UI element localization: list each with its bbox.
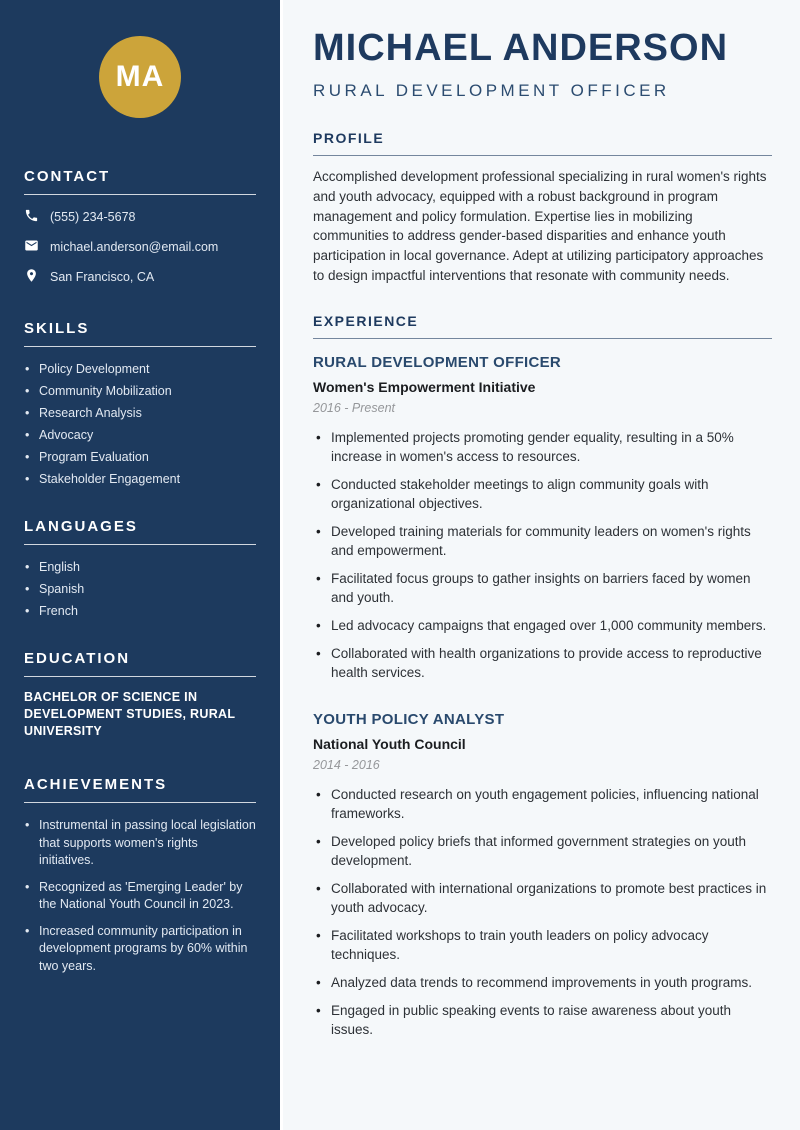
skill-item: • Community Mobilization — [24, 380, 256, 402]
location-icon — [24, 268, 39, 287]
phone-icon — [24, 208, 39, 227]
job-bullet: • Developed training materials for community leaders on women's rights and empowerment. — [313, 522, 772, 560]
languages-heading: LANGUAGES — [24, 518, 138, 535]
contact-divider — [24, 194, 256, 195]
experience-section — [313, 313, 772, 1039]
profile-text: Accomplished development professional specializing in rural women's rights and youth advocacy, equipped with a robust background in program management and policy formulation. Expertise lies in mobilizing communities to address gender-based disparities and enhance youth participation in local governance. Adept at utilizing participatory approaches to design impactful interventions that resonate with community needs. — [313, 169, 767, 283]
job-bullet: • Conducted research on youth engagement policies, influencing national frameworks. — [313, 785, 772, 823]
sidebar — [0, 0, 280, 1130]
job-dates: 2014 - 2016 — [313, 757, 380, 772]
education-section — [24, 650, 256, 740]
experience-heading: EXPERIENCE — [313, 312, 419, 329]
languages-divider — [24, 544, 256, 545]
skill-item: • Research Analysis — [24, 402, 256, 424]
contact-location-text: San Francisco, CA — [50, 270, 155, 284]
language-item: • Spanish — [24, 578, 256, 600]
avatar: MA — [99, 36, 181, 118]
education-heading: EDUCATION — [24, 650, 131, 667]
email-icon — [24, 238, 39, 257]
skill-item: • Advocacy — [24, 424, 256, 446]
language-item: • French — [24, 600, 256, 622]
job-title: RURAL DEVELOPMENT OFFICER — [313, 353, 562, 371]
languages-list — [24, 556, 256, 622]
job-bullet: • Collaborated with international organizations to promote best practices in youth advocacy. — [313, 879, 772, 917]
skills-divider — [24, 346, 256, 347]
skills-heading: SKILLS — [24, 320, 90, 337]
education-divider — [24, 676, 256, 677]
experience-job — [313, 354, 772, 682]
languages-section — [24, 518, 256, 622]
achievements-heading: ACHIEVEMENTS — [24, 776, 168, 793]
job-title: YOUTH POLICY ANALYST — [313, 710, 505, 728]
job-dates: 2016 - Present — [313, 400, 395, 415]
resume-main — [280, 0, 800, 1130]
job-bullet: • Developed policy briefs that informed government strategies on youth development. — [313, 832, 772, 870]
job-bullet: • Engaged in public speaking events to raise awareness about youth issues. — [313, 1001, 772, 1039]
job-company: Women's Empowerment Initiative — [313, 378, 536, 395]
contact-email-text: michael.anderson@email.com — [50, 240, 219, 254]
achievement-item: • Increased community participation in development programs by 60% within two years. — [24, 923, 256, 976]
achievements-section — [24, 776, 256, 975]
achievement-item: • Instrumental in passing local legislation that supports women's rights initiatives. — [24, 817, 256, 870]
contact-row-email — [24, 238, 256, 257]
skills-list — [24, 358, 256, 490]
skill-item: • Policy Development — [24, 358, 256, 380]
contact-list — [24, 208, 256, 287]
job-bullet: • Implemented projects promoting gender equality, resulting in a 50% increase in women's access to resources. — [313, 428, 772, 466]
profile-heading: PROFILE — [313, 130, 385, 146]
contact-heading: CONTACT — [24, 168, 111, 185]
job-bullet: • Collaborated with health organizations to provide access to reproductive health services. — [313, 644, 772, 682]
job-bullet: • Facilitated workshops to train youth leaders on policy advocacy techniques. — [313, 926, 772, 964]
profile-section — [313, 130, 772, 286]
contact-section — [24, 168, 256, 287]
achievements-divider — [24, 802, 256, 803]
contact-phone-text: (555) 234-5678 — [50, 210, 136, 224]
candidate-title: RURAL DEVELOPMENT OFFICER — [313, 81, 670, 100]
language-item: • English — [24, 556, 256, 578]
job-bullet: • Facilitated focus groups to gather insights on barriers faced by women and youth. — [313, 569, 772, 607]
job-bullet-list — [313, 428, 772, 682]
achievement-item: • Recognized as 'Emerging Leader' by the National Youth Council in 2023. — [24, 879, 256, 914]
education-degree: BACHELOR OF SCIENCE IN DEVELOPMENT STUDIES, RURAL UNIVERSITY — [24, 690, 236, 738]
job-bullet: • Analyzed data trends to recommend improvements in youth programs. — [313, 973, 772, 992]
achievements-list — [24, 817, 256, 975]
profile-divider — [313, 155, 772, 156]
job-company: National Youth Council — [313, 735, 466, 752]
experience-job — [313, 711, 772, 1039]
job-bullet: • Led advocacy campaigns that engaged over 1,000 community members. — [313, 616, 772, 635]
skill-item: • Program Evaluation — [24, 446, 256, 468]
candidate-name: MICHAEL ANDERSON — [313, 27, 729, 69]
job-bullet: • Conducted stakeholder meetings to align community goals with organizational objectives. — [313, 475, 772, 513]
job-bullet-list — [313, 785, 772, 1039]
contact-row-location — [24, 268, 256, 287]
contact-row-phone — [24, 208, 256, 227]
skill-item: • Stakeholder Engagement — [24, 468, 256, 490]
skills-section — [24, 320, 256, 490]
experience-divider — [313, 338, 772, 339]
